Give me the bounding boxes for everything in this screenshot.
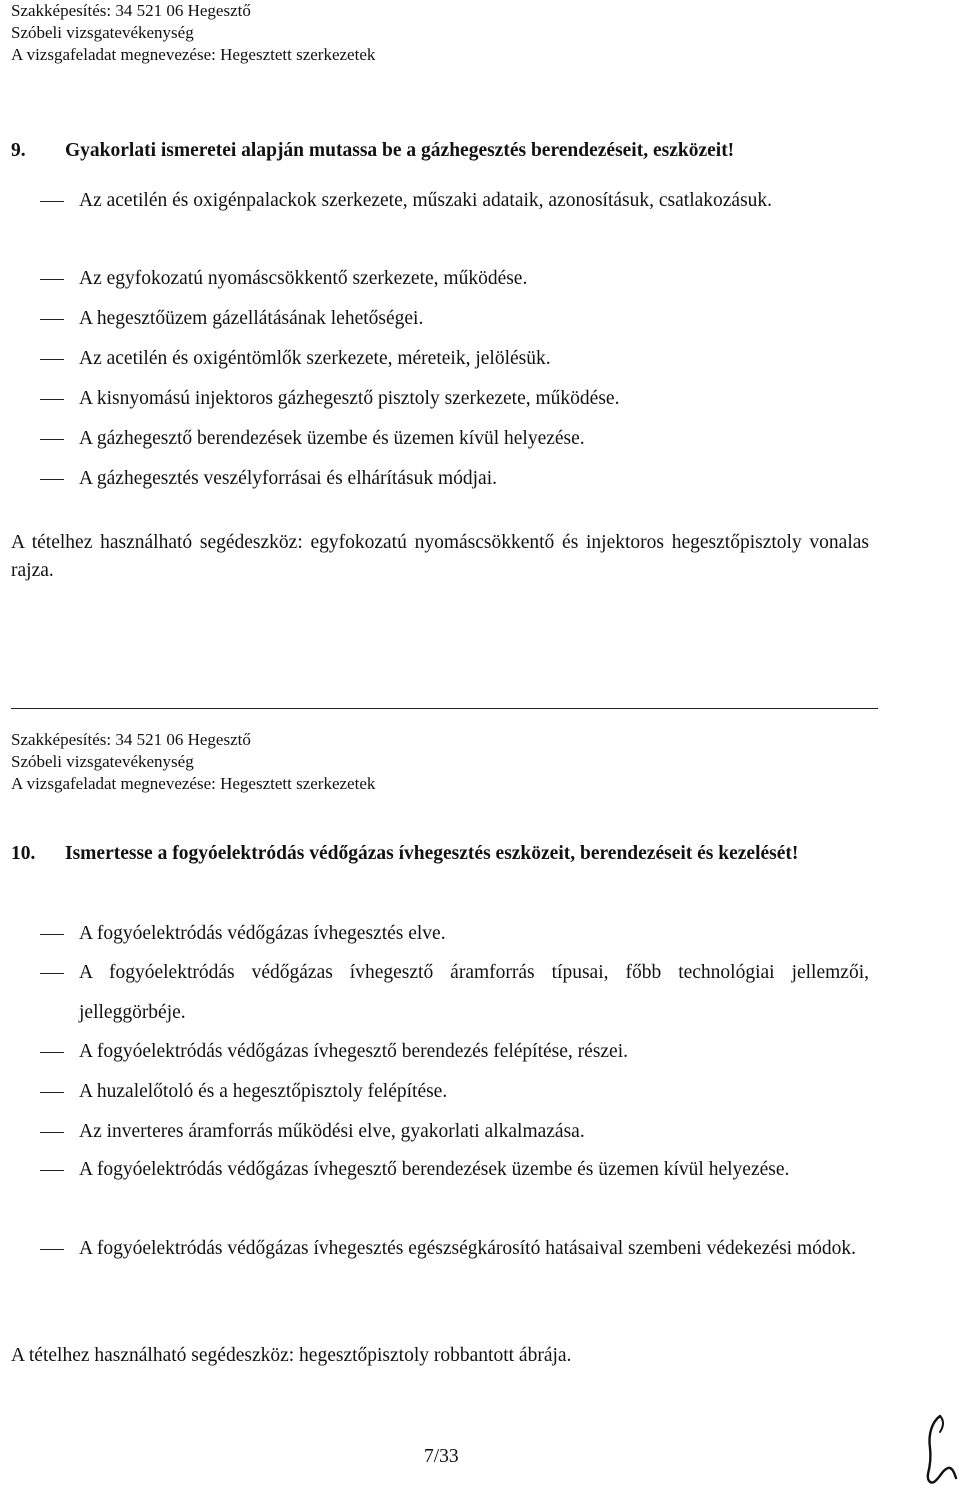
list-item: A fogyóelektródás védőgázas ívhegesztő áramforrás típusai, főbb technológiai jellemzői, jelleggörbéje. [79,962,869,1023]
question-10-number: 10. [11,843,36,864]
header-task-name: A vizsgafeladat megnevezése: Hegesztett szerkezetek [11,774,376,793]
list-item: A gázhegesztés veszélyforrásai és elhárításuk módjai. [79,468,498,489]
question-10-aid-note: A tételhez használható segédeszköz: hegesztőpisztoly robbantott ábrája. [11,1345,572,1366]
header-qualification: Szakképesítés: 34 521 06 Hegesztő [11,730,251,749]
list-item: A huzalelőtoló és a hegesztőpisztoly felépítése. [79,1081,448,1102]
header-exam-type: Szóbeli vizsgatevékenység [11,23,194,42]
question-9-aid-note: A tételhez használható segédeszköz: egyfokozatú nyomáscsökkentő és injektoros hegesztőpisztoly vonalas rajza. [11,532,869,581]
page-divider [11,708,878,709]
list-item: A fogyóelektródás védőgázas ívhegesztő berendezések üzembe és üzemen kívül helyezése. [79,1159,790,1180]
list-dash [40,479,64,480]
list-dash [40,1170,64,1171]
list-dash [40,319,64,320]
page-number: 7/33 [424,1446,459,1467]
question-9-number: 9. [11,140,26,161]
list-dash [40,399,64,400]
list-dash [40,1249,64,1250]
list-dash [40,934,64,935]
header-task-name: A vizsgafeladat megnevezése: Hegesztett szerkezetek [11,45,376,64]
list-dash [40,359,64,360]
list-item: Az acetilén és oxigéntömlők szerkezete, méreteik, jelölésük. [79,348,551,369]
question-10-title: Ismertesse a fogyóelektródás védőgázas ívhegesztés eszközeit, berendezéseit és kezelését! [65,843,799,864]
header-exam-type: Szóbeli vizsgatevékenység [11,752,194,771]
list-item: A fogyóelektródás védőgázas ívhegesztés elve. [79,923,446,944]
list-dash [40,201,64,202]
list-item: A gázhegesztő berendezések üzembe és üzemen kívül helyezése. [79,428,585,449]
list-item: A fogyóelektródás védőgázas ívhegesztés egészségkárosító hatásaival szembeni védekezési módok. [79,1238,857,1259]
list-item: Az egyfokozatú nyomáscsökkentő szerkezete, működése. [79,268,528,289]
list-dash [40,439,64,440]
list-dash [40,1132,64,1133]
list-item: A kisnyomású injektoros gázhegesztő pisztoly szerkezete, működése. [79,388,620,409]
list-item: Az acetilén és oxigénpalackok szerkezete, műszaki adataik, azonosításuk, csatlakozásuk. [79,190,773,211]
list-item: Az inverteres áramforrás működési elve, gyakorlati alkalmazása. [79,1121,585,1142]
header-qualification: Szakképesítés: 34 521 06 Hegesztő [11,1,251,20]
list-dash [40,279,64,280]
question-9-title: Gyakorlati ismeretei alapján mutassa be a gázhegesztés berendezéseit, eszközeit! [65,140,735,161]
list-dash [40,1052,64,1053]
list-item: A hegesztőüzem gázellátásának lehetőségei. [79,308,424,329]
list-dash [40,1092,64,1093]
handwritten-signature [918,1412,958,1488]
list-dash [40,973,64,974]
list-item: A fogyóelektródás védőgázas ívhegesztő berendezés felépítése, részei. [79,1041,629,1062]
